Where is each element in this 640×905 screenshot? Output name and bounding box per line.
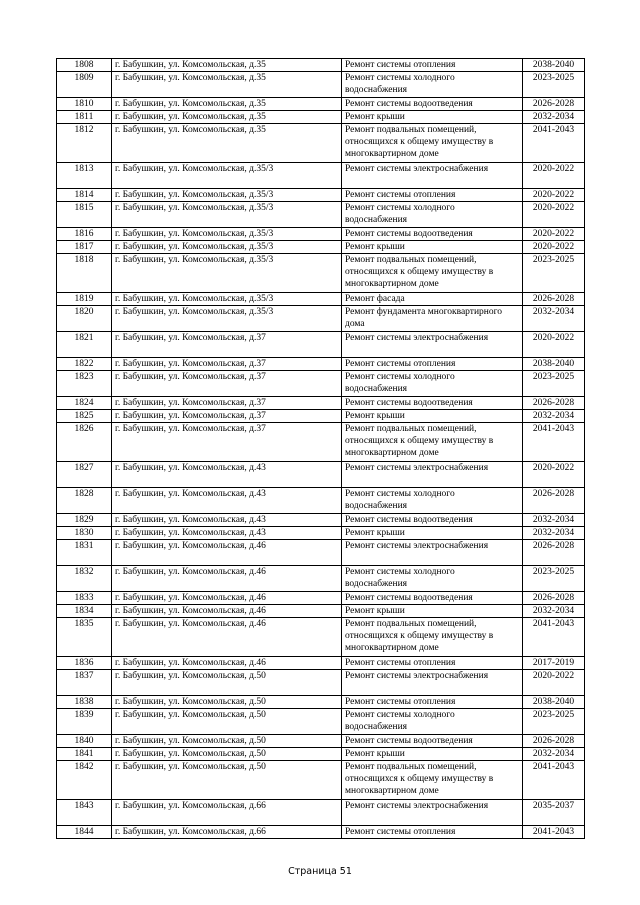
row-work-type: Ремонт системы отопления: [342, 358, 523, 371]
row-number: 1825: [57, 410, 112, 423]
row-work-type: Ремонт системы отопления: [342, 189, 523, 202]
row-address: г. Бабушкин, ул. Комсомольская, д.35: [112, 59, 342, 72]
row-work-type: Ремонт системы водоотведения: [342, 228, 523, 241]
row-number: 1812: [57, 124, 112, 163]
row-address: г. Бабушкин, ул. Комсомольская, д.35/3: [112, 228, 342, 241]
table-row: [57, 592, 585, 605]
row-work-type: Ремонт подвальных помещений, относящихся к общему имуществу в многоквартирном доме: [342, 423, 523, 462]
row-work-type: Ремонт системы электроснабжения: [342, 540, 523, 566]
table-row: [57, 488, 585, 514]
table-row: [57, 670, 585, 696]
row-address: г. Бабушкин, ул. Комсомольская, д.43: [112, 488, 342, 514]
row-number: 1814: [57, 189, 112, 202]
row-address: г. Бабушкин, ул. Комсомольская, д.35/3: [112, 254, 342, 293]
row-work-type: Ремонт системы водоотведения: [342, 397, 523, 410]
row-number: 1824: [57, 397, 112, 410]
table-row: [57, 202, 585, 228]
row-period: 2026-2028: [523, 540, 585, 566]
row-address: г. Бабушкин, ул. Комсомольская, д.50: [112, 709, 342, 735]
table-row: [57, 72, 585, 98]
row-number: 1844: [57, 826, 112, 839]
row-work-type: Ремонт подвальных помещений, относящихся к общему имуществу в многоквартирном доме: [342, 618, 523, 657]
row-work-type: Ремонт крыши: [342, 111, 523, 124]
row-number: 1840: [57, 735, 112, 748]
row-period: 2026-2028: [523, 98, 585, 111]
table-row: [57, 189, 585, 202]
table-body: [57, 59, 585, 839]
row-number: 1813: [57, 163, 112, 189]
row-address: г. Бабушкин, ул. Комсомольская, д.37: [112, 371, 342, 397]
row-number: 1810: [57, 98, 112, 111]
table-row: [57, 514, 585, 527]
row-address: г. Бабушкин, ул. Комсомольская, д.43: [112, 514, 342, 527]
row-address: г. Бабушкин, ул. Комсомольская, д.43: [112, 527, 342, 540]
row-work-type: Ремонт системы отопления: [342, 696, 523, 709]
row-work-type: Ремонт фасада: [342, 293, 523, 306]
row-number: 1831: [57, 540, 112, 566]
row-work-type: Ремонт системы водоотведения: [342, 514, 523, 527]
row-work-type: Ремонт системы отопления: [342, 657, 523, 670]
table-row: [57, 358, 585, 371]
row-work-type: Ремонт системы водоотведения: [342, 592, 523, 605]
document-page: [56, 58, 584, 839]
row-address: г. Бабушкин, ул. Комсомольская, д.50: [112, 761, 342, 800]
row-number: 1836: [57, 657, 112, 670]
row-work-type: Ремонт системы холодного водоснабжения: [342, 202, 523, 228]
row-work-type: Ремонт крыши: [342, 241, 523, 254]
table-row: [57, 540, 585, 566]
table-row: [57, 605, 585, 618]
row-period: 2032-2034: [523, 410, 585, 423]
row-number: 1839: [57, 709, 112, 735]
row-address: г. Бабушкин, ул. Комсомольская, д.35: [112, 111, 342, 124]
row-number: 1832: [57, 566, 112, 592]
row-number: 1828: [57, 488, 112, 514]
row-address: г. Бабушкин, ул. Комсомольская, д.37: [112, 410, 342, 423]
table-row: [57, 254, 585, 293]
row-address: г. Бабушкин, ул. Комсомольская, д.35/3: [112, 163, 342, 189]
table-row: [57, 696, 585, 709]
row-address: г. Бабушкин, ул. Комсомольская, д.37: [112, 358, 342, 371]
row-work-type: Ремонт системы холодного водоснабжения: [342, 709, 523, 735]
row-work-type: Ремонт системы холодного водоснабжения: [342, 488, 523, 514]
row-number: 1811: [57, 111, 112, 124]
row-address: г. Бабушкин, ул. Комсомольская, д.35/3: [112, 189, 342, 202]
row-work-type: Ремонт подвальных помещений, относящихся к общему имуществу в многоквартирном доме: [342, 124, 523, 163]
table-row: [57, 761, 585, 800]
row-number: 1821: [57, 332, 112, 358]
table-row: [57, 410, 585, 423]
row-period: 2041-2043: [523, 826, 585, 839]
row-period: 2023-2025: [523, 566, 585, 592]
row-period: 2023-2025: [523, 371, 585, 397]
row-address: г. Бабушкин, ул. Комсомольская, д.66: [112, 826, 342, 839]
row-work-type: Ремонт системы холодного водоснабжения: [342, 371, 523, 397]
row-address: г. Бабушкин, ул. Комсомольская, д.35: [112, 98, 342, 111]
row-period: 2023-2025: [523, 254, 585, 293]
row-work-type: Ремонт системы электроснабжения: [342, 670, 523, 696]
row-work-type: Ремонт крыши: [342, 605, 523, 618]
row-period: 2020-2022: [523, 202, 585, 228]
row-number: 1808: [57, 59, 112, 72]
row-address: г. Бабушкин, ул. Комсомольская, д.37: [112, 423, 342, 462]
row-period: 2032-2034: [523, 306, 585, 332]
repair-schedule-table: [56, 58, 585, 839]
row-work-type: Ремонт системы водоотведения: [342, 98, 523, 111]
table-row: [57, 800, 585, 826]
row-period: 2038-2040: [523, 358, 585, 371]
row-address: г. Бабушкин, ул. Комсомольская, д.50: [112, 748, 342, 761]
row-period: 2032-2034: [523, 111, 585, 124]
row-address: г. Бабушкин, ул. Комсомольская, д.35/3: [112, 241, 342, 254]
row-period: 2038-2040: [523, 696, 585, 709]
row-number: 1823: [57, 371, 112, 397]
table-row: [57, 748, 585, 761]
row-address: г. Бабушкин, ул. Комсомольская, д.46: [112, 566, 342, 592]
row-number: 1827: [57, 462, 112, 488]
row-period: 2032-2034: [523, 748, 585, 761]
row-period: 2026-2028: [523, 397, 585, 410]
table-row: [57, 618, 585, 657]
row-number: 1816: [57, 228, 112, 241]
row-number: 1818: [57, 254, 112, 293]
row-address: г. Бабушкин, ул. Комсомольская, д.50: [112, 696, 342, 709]
table-row: [57, 111, 585, 124]
row-period: 2026-2028: [523, 488, 585, 514]
table-row: [57, 124, 585, 163]
row-number: 1834: [57, 605, 112, 618]
row-address: г. Бабушкин, ул. Комсомольская, д.37: [112, 332, 342, 358]
row-number: 1837: [57, 670, 112, 696]
row-number: 1815: [57, 202, 112, 228]
row-number: 1819: [57, 293, 112, 306]
row-period: 2026-2028: [523, 735, 585, 748]
row-work-type: Ремонт фундамента многоквартирного дома: [342, 306, 523, 332]
row-work-type: Ремонт подвальных помещений, относящихся к общему имуществу в многоквартирном доме: [342, 761, 523, 800]
table-row: [57, 735, 585, 748]
table-row: [57, 462, 585, 488]
row-number: 1826: [57, 423, 112, 462]
row-address: г. Бабушкин, ул. Комсомольская, д.46: [112, 657, 342, 670]
row-address: г. Бабушкин, ул. Комсомольская, д.46: [112, 605, 342, 618]
row-period: 2041-2043: [523, 423, 585, 462]
table-row: [57, 332, 585, 358]
table-row: [57, 397, 585, 410]
row-address: г. Бабушкин, ул. Комсомольская, д.37: [112, 397, 342, 410]
row-period: 2020-2022: [523, 670, 585, 696]
row-address: г. Бабушкин, ул. Комсомольская, д.50: [112, 735, 342, 748]
row-address: г. Бабушкин, ул. Комсомольская, д.35/3: [112, 306, 342, 332]
row-address: г. Бабушкин, ул. Комсомольская, д.35: [112, 72, 342, 98]
row-work-type: Ремонт системы электроснабжения: [342, 800, 523, 826]
table-row: [57, 709, 585, 735]
page-number: Страница 51: [288, 866, 352, 877]
row-number: 1809: [57, 72, 112, 98]
row-period: 2035-2037: [523, 800, 585, 826]
row-number: 1817: [57, 241, 112, 254]
row-period: 2038-2040: [523, 59, 585, 72]
table-row: [57, 241, 585, 254]
row-period: 2041-2043: [523, 124, 585, 163]
row-period: 2041-2043: [523, 618, 585, 657]
row-work-type: Ремонт системы отопления: [342, 59, 523, 72]
row-address: г. Бабушкин, ул. Комсомольская, д.46: [112, 592, 342, 605]
table-row: [57, 423, 585, 462]
row-number: 1843: [57, 800, 112, 826]
row-number: 1830: [57, 527, 112, 540]
row-period: 2032-2034: [523, 514, 585, 527]
row-period: 2020-2022: [523, 332, 585, 358]
row-address: г. Бабушкин, ул. Комсомольская, д.35/3: [112, 202, 342, 228]
table-row: [57, 163, 585, 189]
row-number: 1842: [57, 761, 112, 800]
row-address: г. Бабушкин, ул. Комсомольская, д.46: [112, 618, 342, 657]
row-period: 2017-2019: [523, 657, 585, 670]
table-row: [57, 293, 585, 306]
row-work-type: Ремонт системы холодного водоснабжения: [342, 566, 523, 592]
row-period: 2023-2025: [523, 709, 585, 735]
row-number: 1822: [57, 358, 112, 371]
row-period: 2026-2028: [523, 293, 585, 306]
row-work-type: Ремонт системы электроснабжения: [342, 163, 523, 189]
row-work-type: Ремонт крыши: [342, 410, 523, 423]
row-work-type: Ремонт системы водоотведения: [342, 735, 523, 748]
row-period: 2023-2025: [523, 72, 585, 98]
table-row: [57, 527, 585, 540]
table-row: [57, 228, 585, 241]
table-row: [57, 566, 585, 592]
row-address: г. Бабушкин, ул. Комсомольская, д.43: [112, 462, 342, 488]
row-address: г. Бабушкин, ул. Комсомольская, д.50: [112, 670, 342, 696]
row-address: г. Бабушкин, ул. Комсомольская, д.35: [112, 124, 342, 163]
row-period: 2041-2043: [523, 761, 585, 800]
row-period: 2020-2022: [523, 241, 585, 254]
row-number: 1833: [57, 592, 112, 605]
table-row: [57, 826, 585, 839]
row-number: 1835: [57, 618, 112, 657]
row-work-type: Ремонт подвальных помещений, относящихся к общему имуществу в многоквартирном доме: [342, 254, 523, 293]
row-address: г. Бабушкин, ул. Комсомольская, д.46: [112, 540, 342, 566]
row-work-type: Ремонт системы холодного водоснабжения: [342, 72, 523, 98]
table-row: [57, 657, 585, 670]
row-number: 1838: [57, 696, 112, 709]
row-work-type: Ремонт крыши: [342, 527, 523, 540]
row-period: 2032-2034: [523, 527, 585, 540]
row-period: 2020-2022: [523, 228, 585, 241]
row-address: г. Бабушкин, ул. Комсомольская, д.66: [112, 800, 342, 826]
table-row: [57, 98, 585, 111]
row-work-type: Ремонт системы электроснабжения: [342, 332, 523, 358]
table-row: [57, 371, 585, 397]
row-number: 1820: [57, 306, 112, 332]
row-work-type: Ремонт крыши: [342, 748, 523, 761]
row-number: 1841: [57, 748, 112, 761]
row-number: 1829: [57, 514, 112, 527]
row-work-type: Ремонт системы отопления: [342, 826, 523, 839]
row-address: г. Бабушкин, ул. Комсомольская, д.35/3: [112, 293, 342, 306]
table-row: [57, 59, 585, 72]
row-period: 2032-2034: [523, 605, 585, 618]
row-period: 2020-2022: [523, 189, 585, 202]
row-work-type: Ремонт системы электроснабжения: [342, 462, 523, 488]
row-period: 2026-2028: [523, 592, 585, 605]
row-period: 2020-2022: [523, 462, 585, 488]
table-row: [57, 306, 585, 332]
row-period: 2020-2022: [523, 163, 585, 189]
